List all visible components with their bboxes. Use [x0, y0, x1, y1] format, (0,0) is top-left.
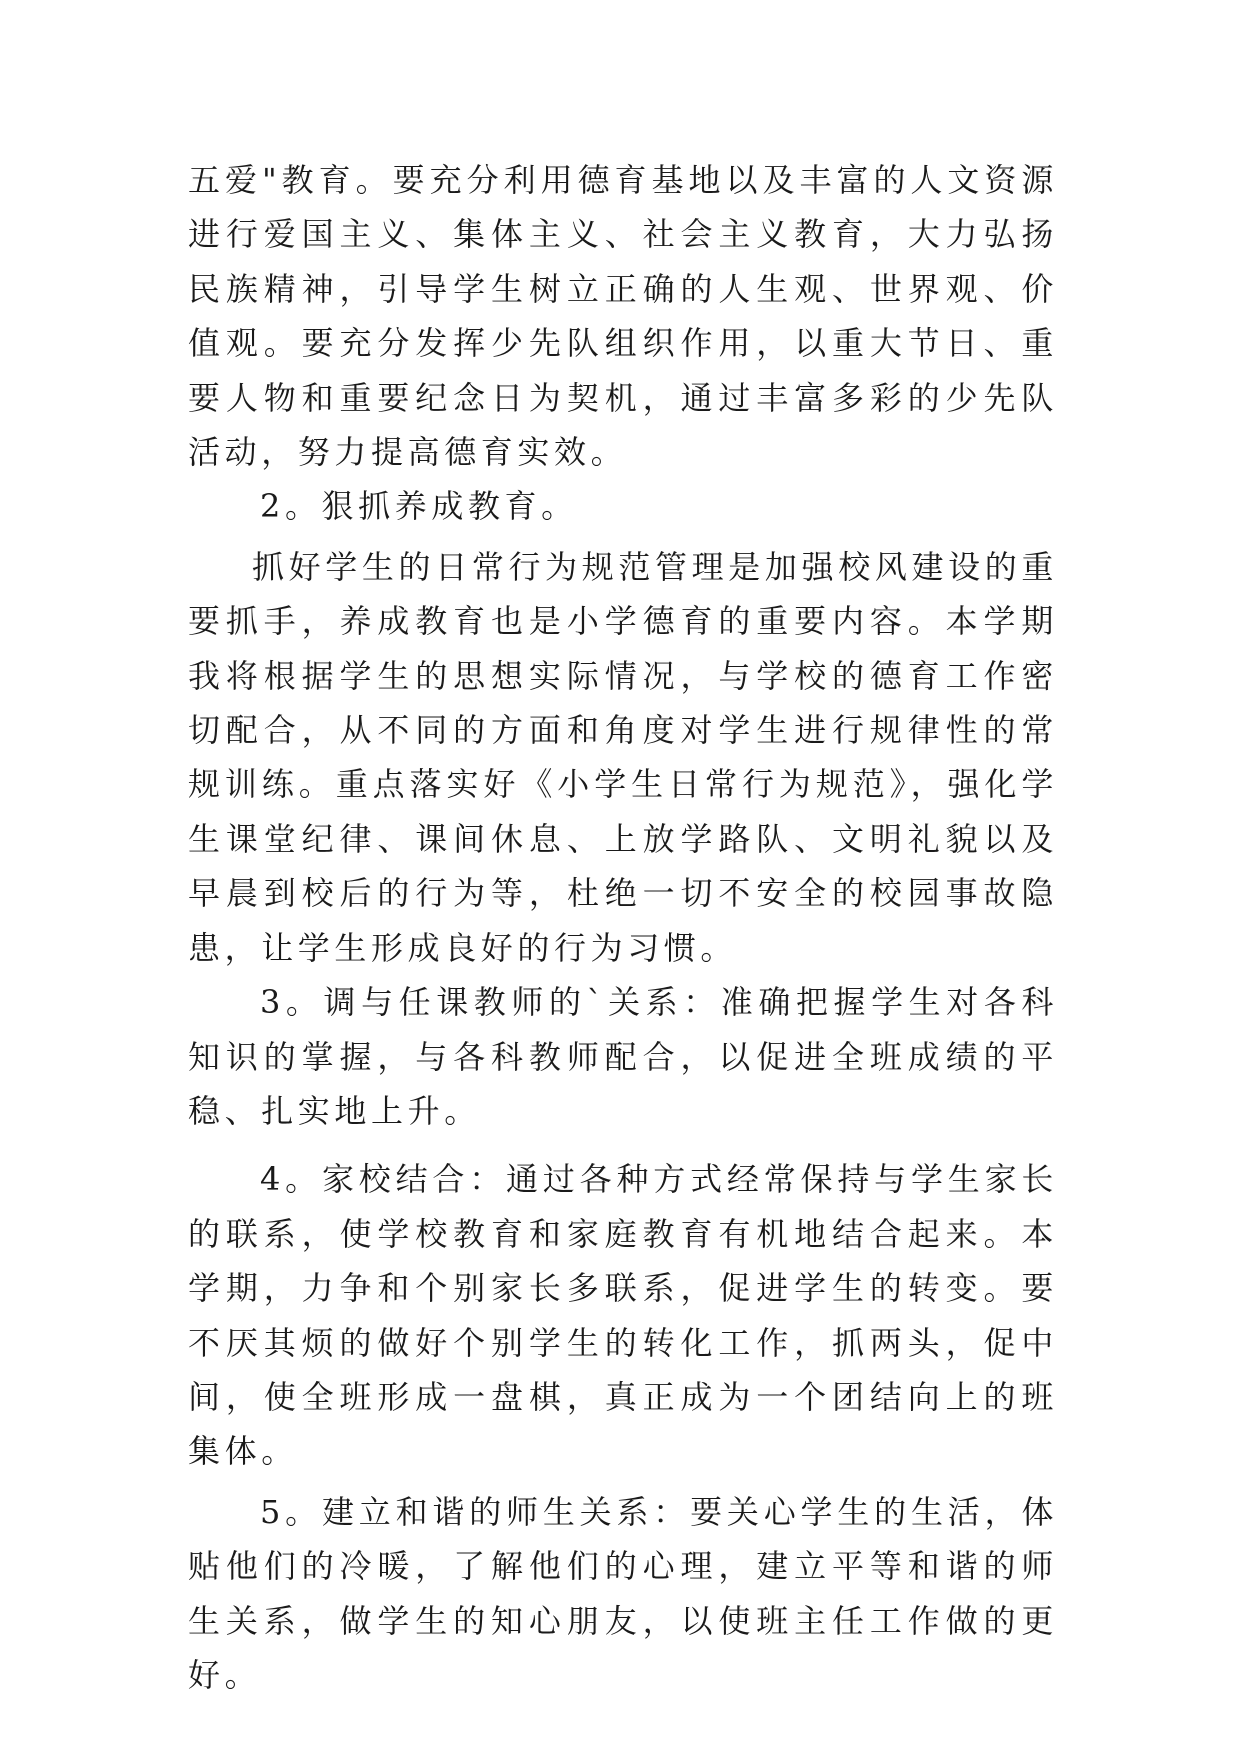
paragraph-moral-education: 五爱"教育。要充分利用德育基地以及丰富的人文资源进行爱国主义、集体主义、社会主义教育，大力弘扬民族精神，引导学生树立正确的人生观、世界观、价值观。要充分发挥少先队组织作用，以重大节日、重要人物和重要纪念日为契机，通过丰富多彩的少先队活动，努力提高德育实效。: [188, 161, 1058, 472]
paragraph-teacher-relations: 3。调与任课教师的`关系：准确把握学生对各科知识的掌握，与各科教师配合，以促进全班成绩的平稳、扎实地上升。: [188, 983, 1058, 1130]
paragraph-habit-education: 抓好学生的日常行为规范管理是加强校风建设的重要抓手，养成教育也是小学德育的重要内容。本学期我将根据学生的思想实际情况，与学校的德育工作密切配合，从不同的方面和角度对学生进行规律性的常规训练。重点落实好《小学生日常行为规范》，强化学生课堂纪律、课间休息、上放学路队、文明礼貌以及早晨到校后的行为等，杜绝一切不安全的校园事故隐患，让学生形成良好的行为习惯。: [188, 547, 1058, 967]
paragraph-heading-habit-education: 2。狠抓养成教育。: [260, 487, 578, 526]
paragraph-home-school: 4。家校结合：通过各种方式经常保持与学生家长的联系，使学校教育和家庭教育有机地结合起来。本学期，力争和个别家长多联系，促进学生的转变。要不厌其烦的做好个别学生的转化工作，抓两头，促中间，使全班形成一盘棋，真正成为一个团结向上的班集体。: [188, 1160, 1058, 1471]
document-body: [188, 153, 1058, 1702]
paragraph-teacher-student: 5。建立和谐的师生关系：要关心学生的生活，体贴他们的冷暖，了解他们的心理，建立平等和谐的师生关系，做学生的知心朋友，以使班主任工作做的更好。: [188, 1492, 1058, 1694]
